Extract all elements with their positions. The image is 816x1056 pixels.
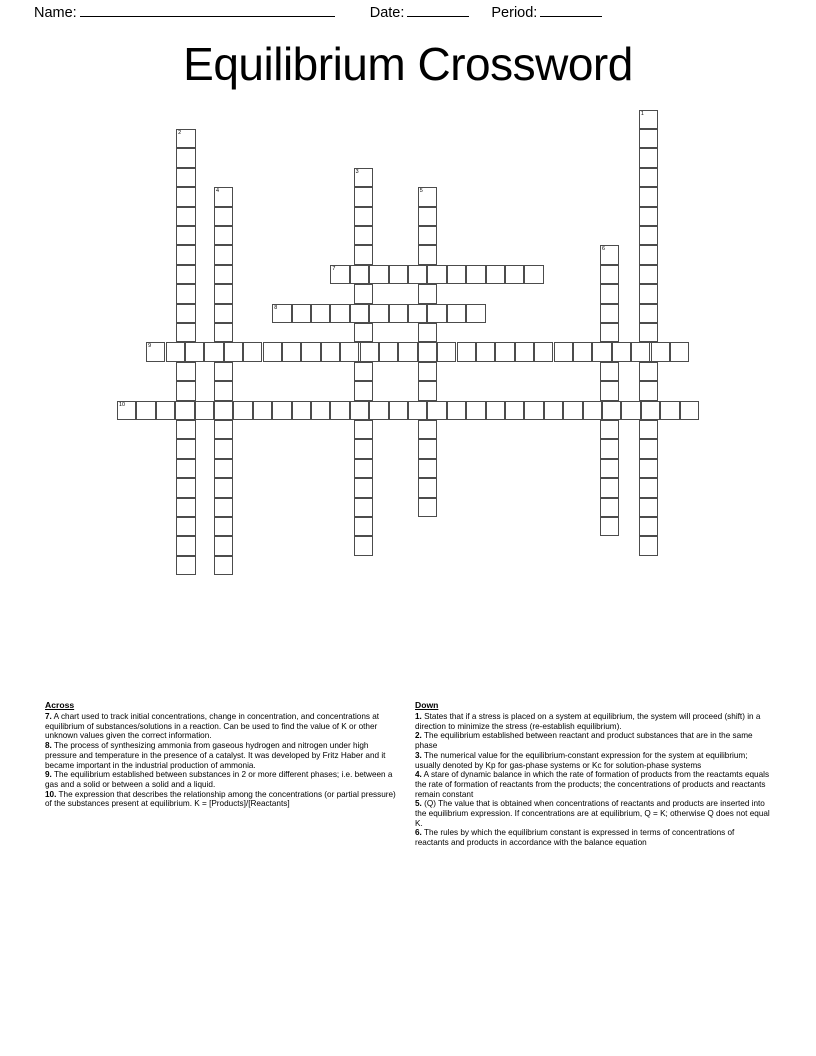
clue-number: 8. bbox=[45, 741, 52, 751]
grid-cell[interactable] bbox=[418, 478, 437, 497]
grid-cell[interactable] bbox=[214, 536, 233, 555]
grid-cell[interactable] bbox=[418, 226, 437, 245]
clue-number: 3. bbox=[415, 750, 422, 760]
grid-cell-number: 5 bbox=[419, 188, 423, 195]
grid-cell[interactable] bbox=[176, 129, 195, 148]
grid-cell[interactable] bbox=[408, 265, 427, 284]
grid-cell[interactable] bbox=[204, 342, 223, 361]
grid-cell[interactable] bbox=[592, 342, 611, 361]
grid-cell[interactable] bbox=[639, 459, 658, 478]
grid-cell[interactable] bbox=[176, 439, 195, 458]
grid-cell[interactable] bbox=[600, 498, 619, 517]
grid-cell[interactable] bbox=[466, 265, 485, 284]
clue-text: (Q) The value that is obtained when concentrations of reactants and products are inserted into the equilibrium expression. If concentrations are at equilibrium, Q = K; otherwise Q does not equal K. bbox=[415, 799, 770, 828]
grid-cell[interactable] bbox=[214, 478, 233, 497]
clue-number: 4. bbox=[415, 770, 422, 780]
grid-cell[interactable] bbox=[292, 401, 311, 420]
grid-cell[interactable] bbox=[369, 304, 388, 323]
grid-cell[interactable] bbox=[639, 439, 658, 458]
period-label: Period: bbox=[491, 5, 538, 21]
grid-cell[interactable] bbox=[176, 226, 195, 245]
grid-cell[interactable] bbox=[389, 304, 408, 323]
clue-number: 9. bbox=[45, 770, 52, 780]
grid-cell[interactable] bbox=[321, 342, 340, 361]
grid-cell[interactable] bbox=[639, 478, 658, 497]
clue-text: The equilibrium established between reactant and product substances that are in the same phase bbox=[415, 731, 753, 751]
grid-cell[interactable] bbox=[176, 207, 195, 226]
grid-cell[interactable] bbox=[243, 342, 262, 361]
grid-cell[interactable] bbox=[639, 226, 658, 245]
grid-cell[interactable] bbox=[524, 265, 543, 284]
clue-number: 10. bbox=[45, 789, 57, 799]
grid-cell[interactable] bbox=[447, 265, 466, 284]
grid-cell[interactable] bbox=[354, 245, 373, 264]
grid-cell[interactable] bbox=[176, 304, 195, 323]
grid-cell[interactable] bbox=[176, 478, 195, 497]
grid-cell[interactable] bbox=[554, 342, 573, 361]
down-clues-section bbox=[415, 700, 770, 848]
grid-cell[interactable] bbox=[340, 342, 359, 361]
grid-cell-number: 10 bbox=[119, 401, 125, 408]
grid-cell[interactable] bbox=[311, 401, 330, 420]
grid-cell[interactable] bbox=[350, 304, 369, 323]
grid-cell[interactable] bbox=[350, 401, 369, 420]
clue-text: A stare of dynamic balance in which the rate of formation of products from the reactamts equals the rate of formation of reactants from the products; the concentrations of products and reactants remain constant bbox=[415, 770, 770, 799]
grid-cell[interactable] bbox=[418, 245, 437, 264]
grid-cell[interactable] bbox=[437, 342, 456, 361]
across-clue-list bbox=[45, 712, 400, 809]
clue-text: The rules by which the equilibrium constant is expressed in terms of concentrations of reactants and products in accordance with the balance equation bbox=[415, 828, 735, 848]
clue-number: 2. bbox=[415, 731, 422, 741]
grid-cell[interactable] bbox=[612, 342, 631, 361]
grid-cell[interactable] bbox=[195, 401, 214, 420]
grid-cell[interactable] bbox=[418, 439, 437, 458]
grid-cell-number: 4 bbox=[216, 188, 219, 195]
grid-cell[interactable] bbox=[214, 226, 233, 245]
grid-cell[interactable] bbox=[176, 284, 195, 303]
grid-cell[interactable] bbox=[418, 459, 437, 478]
grid-cell[interactable] bbox=[639, 129, 658, 148]
grid-cell[interactable] bbox=[639, 381, 658, 400]
grid-cell[interactable] bbox=[176, 381, 195, 400]
grid-cell[interactable] bbox=[185, 342, 204, 361]
grid-cell[interactable] bbox=[176, 245, 195, 264]
grid-cell[interactable] bbox=[600, 420, 619, 439]
grid-cell[interactable] bbox=[354, 420, 373, 439]
date-label: Date: bbox=[369, 5, 405, 21]
grid-cell[interactable] bbox=[214, 381, 233, 400]
grid-cell[interactable] bbox=[214, 265, 233, 284]
grid-cell[interactable] bbox=[408, 304, 427, 323]
grid-cell[interactable] bbox=[136, 401, 155, 420]
grid-cell[interactable] bbox=[534, 342, 553, 361]
grid-cell[interactable] bbox=[583, 401, 602, 420]
grid-cell[interactable] bbox=[639, 110, 658, 129]
grid-cell[interactable] bbox=[272, 401, 291, 420]
grid-cell[interactable] bbox=[330, 265, 349, 284]
grid-cell[interactable] bbox=[282, 342, 301, 361]
grid-cell[interactable] bbox=[354, 362, 373, 381]
grid-cell[interactable] bbox=[505, 265, 524, 284]
grid-cell-number: 9 bbox=[148, 343, 152, 350]
across-heading: Across bbox=[45, 700, 75, 710]
clue-across-7 bbox=[45, 712, 400, 741]
grid-cell[interactable] bbox=[360, 342, 379, 361]
grid-cell[interactable] bbox=[369, 265, 388, 284]
grid-cell[interactable] bbox=[354, 226, 373, 245]
grid-cell[interactable] bbox=[214, 420, 233, 439]
grid-cell[interactable] bbox=[166, 342, 185, 361]
grid-cell[interactable] bbox=[354, 498, 373, 517]
grid-cell[interactable] bbox=[660, 401, 679, 420]
grid-cell[interactable] bbox=[176, 420, 195, 439]
grid-cell[interactable] bbox=[418, 342, 437, 361]
grid-cell[interactable] bbox=[486, 265, 505, 284]
grid-cell[interactable] bbox=[563, 401, 582, 420]
grid-cell[interactable] bbox=[354, 439, 373, 458]
grid-cell[interactable] bbox=[354, 187, 373, 206]
grid-cell[interactable] bbox=[600, 245, 619, 264]
grid-cell[interactable] bbox=[398, 342, 417, 361]
clue-number: 6. bbox=[415, 828, 422, 838]
clue-down-1 bbox=[415, 712, 770, 731]
clue-down-6 bbox=[415, 828, 770, 847]
grid-cell[interactable] bbox=[354, 381, 373, 400]
grid-cell[interactable] bbox=[466, 401, 485, 420]
grid-cell[interactable] bbox=[350, 265, 369, 284]
grid-cell[interactable] bbox=[214, 401, 233, 420]
grid-cell[interactable] bbox=[418, 284, 437, 303]
grid-cell[interactable] bbox=[272, 304, 291, 323]
clue-text: The numerical value for the equilibrium-constant expression for the system at equilibrium; usually denoted by Kp for gas-phase systems or Kc for solution-phase systems bbox=[415, 750, 748, 770]
grid-cell[interactable] bbox=[621, 401, 640, 420]
grid-cell[interactable] bbox=[176, 148, 195, 167]
grid-cell[interactable] bbox=[301, 342, 320, 361]
grid-cell[interactable] bbox=[214, 207, 233, 226]
grid-cell[interactable] bbox=[176, 187, 195, 206]
grid-cell[interactable] bbox=[214, 517, 233, 536]
clue-down-4 bbox=[415, 770, 770, 799]
grid-cell[interactable] bbox=[369, 401, 388, 420]
grid-cell[interactable] bbox=[224, 342, 243, 361]
grid-cell[interactable] bbox=[639, 323, 658, 342]
grid-cell[interactable] bbox=[214, 556, 233, 575]
grid-cell[interactable] bbox=[408, 401, 427, 420]
grid-cell[interactable] bbox=[354, 459, 373, 478]
grid-cell[interactable] bbox=[447, 304, 466, 323]
grid-cell[interactable] bbox=[354, 168, 373, 187]
grid-cell[interactable] bbox=[670, 342, 689, 361]
grid-cell[interactable] bbox=[354, 284, 373, 303]
grid-cell-number: 8 bbox=[274, 304, 278, 311]
grid-cell[interactable] bbox=[233, 401, 252, 420]
grid-cell[interactable] bbox=[651, 342, 670, 361]
grid-cell-number: 1 bbox=[640, 110, 644, 117]
grid-cell[interactable] bbox=[214, 323, 233, 342]
grid-cell[interactable] bbox=[466, 304, 485, 323]
grid-cell-number: 2 bbox=[178, 130, 182, 136]
grid-cell[interactable] bbox=[600, 265, 619, 284]
grid-cell[interactable] bbox=[176, 168, 195, 187]
grid-cell[interactable] bbox=[354, 323, 373, 342]
grid-cell[interactable] bbox=[418, 420, 437, 439]
grid-cell[interactable] bbox=[639, 536, 658, 555]
grid-cell[interactable] bbox=[263, 342, 282, 361]
clue-number: 1. bbox=[415, 712, 422, 721]
grid-cell[interactable] bbox=[639, 498, 658, 517]
grid-cell[interactable] bbox=[214, 284, 233, 303]
grid-cell[interactable] bbox=[639, 362, 658, 381]
grid-cell[interactable] bbox=[176, 323, 195, 342]
grid-cell[interactable] bbox=[418, 187, 437, 206]
grid-cell[interactable] bbox=[602, 401, 621, 420]
grid-cell[interactable] bbox=[176, 517, 195, 536]
grid-cell[interactable] bbox=[354, 517, 373, 536]
grid-cell[interactable] bbox=[427, 401, 446, 420]
grid-cell[interactable] bbox=[214, 439, 233, 458]
grid-cell[interactable] bbox=[639, 304, 658, 323]
grid-cell[interactable] bbox=[505, 401, 524, 420]
clue-down-3 bbox=[415, 751, 770, 770]
grid-cell[interactable] bbox=[600, 459, 619, 478]
grid-cell[interactable] bbox=[639, 284, 658, 303]
grid-cell[interactable] bbox=[427, 304, 446, 323]
grid-cell[interactable] bbox=[253, 401, 272, 420]
clue-across-9 bbox=[45, 770, 400, 789]
grid-cell[interactable] bbox=[214, 245, 233, 264]
clue-down-5 bbox=[415, 799, 770, 828]
grid-cell[interactable] bbox=[600, 381, 619, 400]
grid-cell[interactable] bbox=[495, 342, 514, 361]
grid-cell[interactable] bbox=[457, 342, 476, 361]
grid-cell[interactable] bbox=[486, 401, 505, 420]
grid-cell[interactable] bbox=[476, 342, 495, 361]
grid-cell[interactable] bbox=[214, 459, 233, 478]
name-label: Name: bbox=[34, 5, 77, 21]
grid-cell[interactable] bbox=[418, 323, 437, 342]
page-title: Equilibrium Crossword bbox=[183, 38, 633, 90]
grid-cell[interactable] bbox=[176, 459, 195, 478]
grid-cell-number: 6 bbox=[602, 246, 606, 253]
grid-cell-number: 7 bbox=[332, 265, 336, 272]
grid-cell[interactable] bbox=[214, 304, 233, 323]
grid-cell[interactable] bbox=[639, 517, 658, 536]
grid-cell[interactable] bbox=[146, 342, 165, 361]
down-heading: Down bbox=[415, 700, 439, 710]
clue-down-2 bbox=[415, 731, 770, 750]
grid-cell[interactable] bbox=[641, 401, 660, 420]
grid-cell[interactable] bbox=[515, 342, 534, 361]
grid-cell[interactable] bbox=[639, 420, 658, 439]
clue-across-10 bbox=[45, 790, 400, 809]
clue-text: The expression that describes the relationship among the concentrations (or partial pressure) of the substances present at equilibrium. K = [Products]/[Reactants] bbox=[45, 789, 396, 809]
grid-cell[interactable] bbox=[639, 187, 658, 206]
grid-cell[interactable] bbox=[176, 536, 195, 555]
grid-cell[interactable] bbox=[600, 284, 619, 303]
grid-cell[interactable] bbox=[176, 556, 195, 575]
grid-cell[interactable] bbox=[176, 362, 195, 381]
grid-cell-number: 3 bbox=[355, 168, 359, 175]
grid-cell[interactable] bbox=[573, 342, 592, 361]
grid-cell[interactable] bbox=[354, 536, 373, 555]
clue-across-8 bbox=[45, 741, 400, 770]
grid-cell[interactable] bbox=[639, 148, 658, 167]
grid-cell[interactable] bbox=[330, 304, 349, 323]
grid-cell[interactable] bbox=[389, 265, 408, 284]
grid-cell[interactable] bbox=[544, 401, 563, 420]
grid-cell[interactable] bbox=[600, 517, 619, 536]
clue-text: The process of synthesizing ammonia from gaseous hydrogen and nitrogen under high pressure and temperature in the presence of a catalyst. It was developed by Fritz Haber and it became important in the industrial production of ammonia. bbox=[45, 741, 386, 770]
grid-cell[interactable] bbox=[639, 207, 658, 226]
grid-cell[interactable] bbox=[600, 323, 619, 342]
grid-cell[interactable] bbox=[330, 401, 349, 420]
grid-cell[interactable] bbox=[117, 401, 136, 420]
grid-cell[interactable] bbox=[418, 381, 437, 400]
clue-text: States that if a stress is placed on a system at equilibrium, the system will proceed (shift) in a direction to minimize the stress (re-establish equilibrium). bbox=[415, 712, 761, 731]
grid-cell[interactable] bbox=[639, 168, 658, 187]
grid-cell[interactable] bbox=[427, 265, 446, 284]
grid-cell[interactable] bbox=[292, 304, 311, 323]
grid-cell[interactable] bbox=[600, 362, 619, 381]
grid-cell[interactable] bbox=[214, 498, 233, 517]
clue-number: 5. bbox=[415, 799, 422, 809]
grid-cell[interactable] bbox=[600, 304, 619, 323]
grid-cell[interactable] bbox=[418, 207, 437, 226]
clue-number: 7. bbox=[45, 712, 52, 721]
grid-cell[interactable] bbox=[175, 401, 194, 420]
grid-cell[interactable] bbox=[311, 304, 330, 323]
grid-cell[interactable] bbox=[418, 498, 437, 517]
grid-cell[interactable] bbox=[418, 362, 437, 381]
grid-cell[interactable] bbox=[631, 342, 650, 361]
grid-cell[interactable] bbox=[639, 245, 658, 264]
grid-cell[interactable] bbox=[600, 478, 619, 497]
clue-text: A chart used to track initial concentrations, change in concentration, and concentrations at equilibrium of substances/solutions in a reaction. Can be used to find the value of K or other unknown values given the correct information. bbox=[45, 712, 380, 741]
grid-cell[interactable] bbox=[447, 401, 466, 420]
grid-cell[interactable] bbox=[354, 207, 373, 226]
grid-cell[interactable] bbox=[600, 439, 619, 458]
down-clue-list bbox=[415, 712, 770, 848]
grid-cell[interactable] bbox=[354, 478, 373, 497]
grid-cell[interactable] bbox=[379, 342, 398, 361]
grid-cell[interactable] bbox=[176, 498, 195, 517]
grid-cell[interactable] bbox=[214, 362, 233, 381]
grid-cell[interactable] bbox=[639, 265, 658, 284]
grid-cell[interactable] bbox=[214, 187, 233, 206]
grid-cell[interactable] bbox=[524, 401, 543, 420]
grid-cell[interactable] bbox=[389, 401, 408, 420]
across-clues-section bbox=[45, 700, 400, 809]
clue-text: The equilibrium established between substances in 2 or more different phases; i.e. between a gas and a solid or between a solid and a liquid. bbox=[45, 770, 393, 789]
grid-cell[interactable] bbox=[680, 401, 699, 420]
grid-cell[interactable] bbox=[156, 401, 175, 420]
grid-cell[interactable] bbox=[176, 265, 195, 284]
